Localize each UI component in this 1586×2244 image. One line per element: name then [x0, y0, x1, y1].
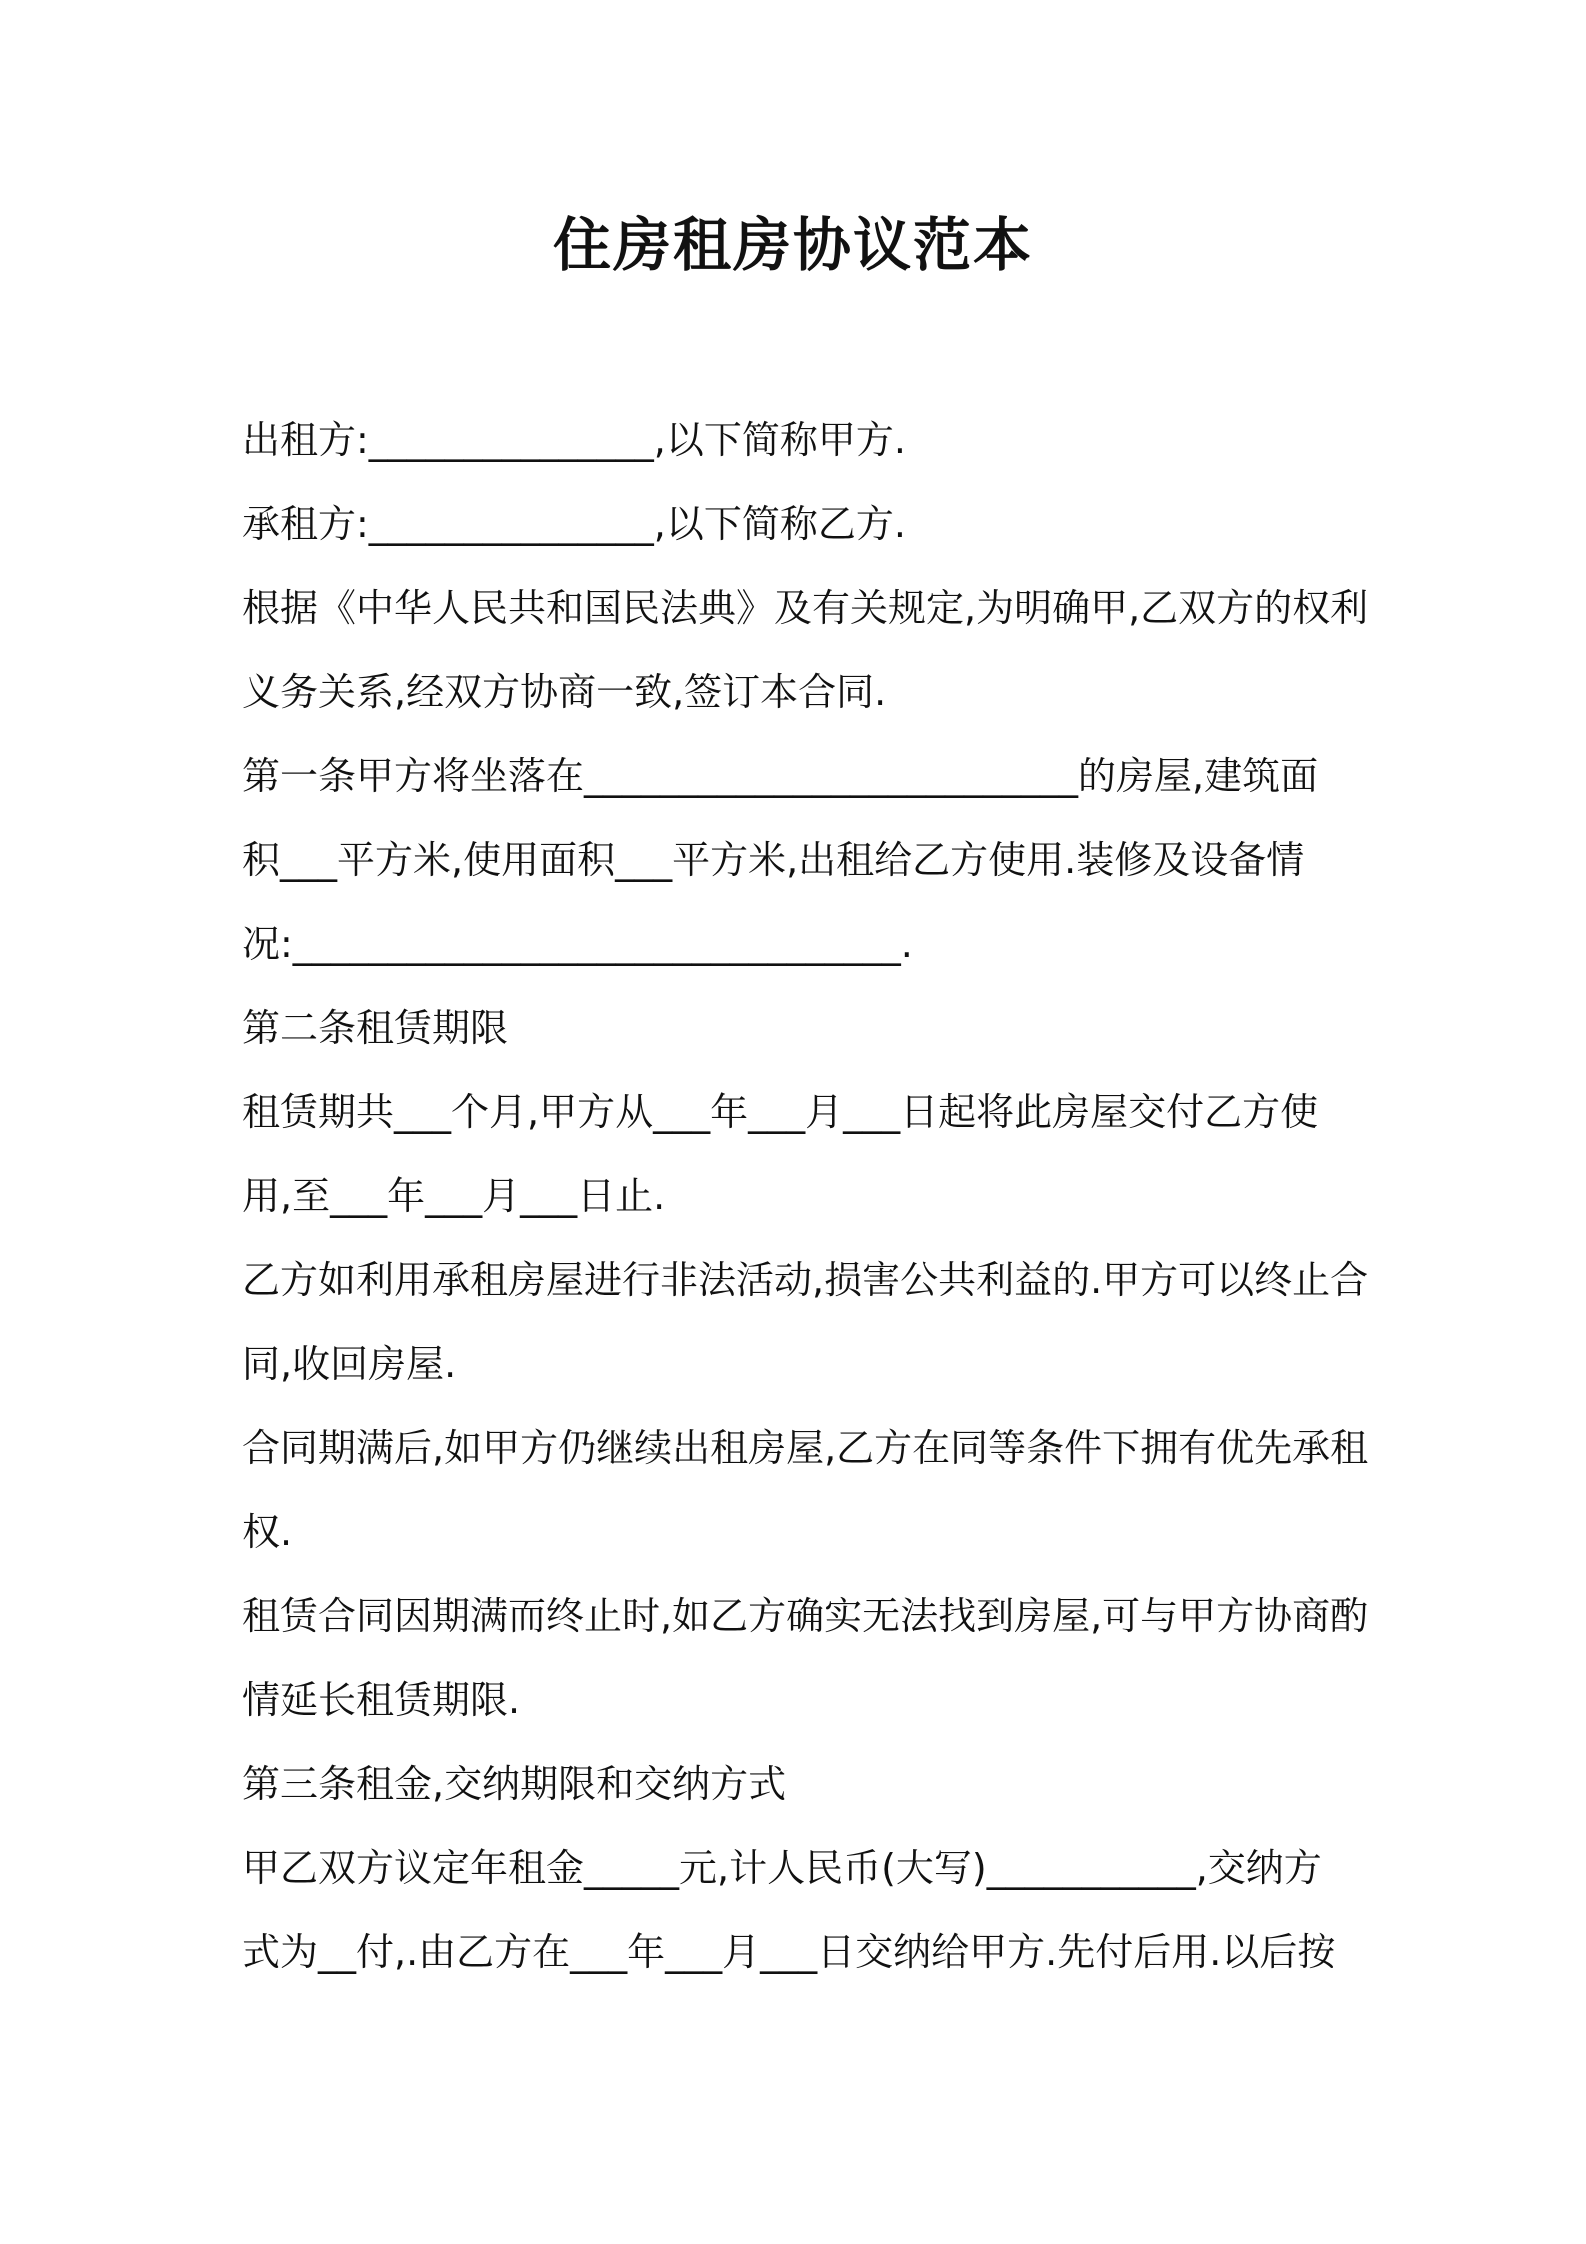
extension-line-1: 租赁合同因期满而终止时,如乙方确实无法找到房屋,可与甲方协商酌: [242, 1594, 1369, 1638]
article-1-line-3: 况:________________________________.: [242, 922, 913, 966]
termination-line-1: 乙方如利用承租房屋进行非法活动,损害公共利益的.甲方可以终止合: [242, 1258, 1369, 1302]
article-3-heading: 第三条租金,交纳期限和交纳方式: [242, 1762, 787, 1806]
article-2-heading: 第二条租赁期限: [242, 1006, 509, 1050]
preamble-line-1: 根据《中华人民共和国民法典》及有关规定,为明确甲,乙双方的权利: [242, 586, 1369, 630]
article-1-line-1: 第一条甲方将坐落在__________________________的房屋,建筑面: [242, 754, 1319, 798]
preamble-line-2: 义务关系,经双方协商一致,签订本合同.: [242, 670, 887, 714]
party-a-line: 出租方:_______________,以下简称甲方.: [242, 418, 906, 462]
extension-line-2: 情延长租赁期限.: [242, 1678, 521, 1722]
article-2-line-2: 用,至___年___月___日止.: [242, 1174, 666, 1218]
article-3-line-1: 甲乙双方议定年租金_____元,计人民币(大写)___________,交纳方: [242, 1846, 1322, 1890]
renewal-line-1: 合同期满后,如甲方仍继续出租房屋,乙方在同等条件下拥有优先承租: [242, 1426, 1369, 1470]
party-b-line: 承租方:_______________,以下简称乙方.: [242, 502, 906, 546]
article-3-line-2: 式为__付,.由乙方在___年___月___日交纳给甲方.先付后用.以后按: [242, 1930, 1336, 1974]
renewal-line-2: 权.: [242, 1510, 293, 1554]
termination-line-2: 同,收回房屋.: [242, 1342, 457, 1386]
document-title: 住房租房协议范本: [552, 211, 1033, 279]
article-2-line-1: 租赁期共___个月,甲方从___年___月___日起将此房屋交付乙方使: [242, 1090, 1319, 1134]
article-1-line-2: 积___平方米,使用面积___平方米,出租给乙方使用.装修及设备情: [242, 838, 1305, 882]
